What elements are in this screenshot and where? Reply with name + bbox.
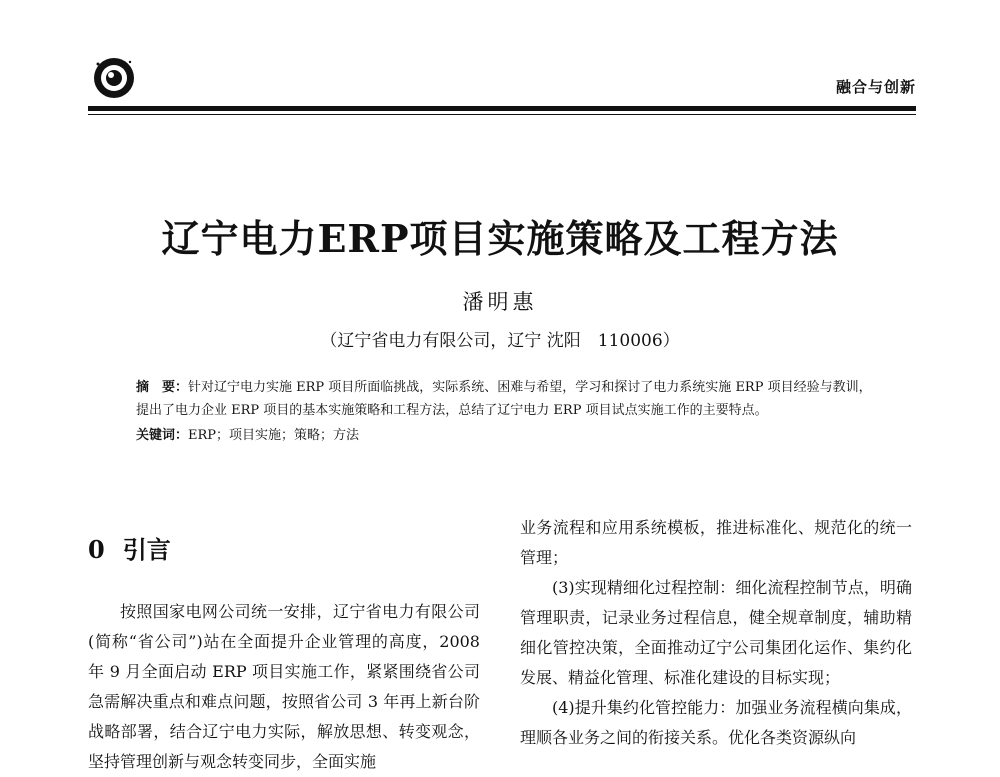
header-rule — [88, 106, 916, 111]
paragraph-continuation: 业务流程和应用系统模板，推进标准化、规范化的统一管理； — [520, 518, 912, 567]
abstract-label: 摘 要： — [136, 380, 189, 395]
journal-logo-icon — [92, 56, 136, 100]
intro-paragraph: 按照国家电网公司统一安排，辽宁省电力有限公司(简称“省公司”)站在全面提升企业管理的高度，2008 年 9 月全面启动 ERP 项目实施工作，紧紧围绕省公司急需解决重点和难点问题，按照省公司 3 年再上新台阶战略部署，结合辽宁电力实际，解放思想、转变观念，坚持管理创新与观念转变同步，全面实施 — [88, 602, 480, 771]
article-affiliation: （辽宁省电力有限公司，辽宁 沈阳 110006） — [320, 331, 680, 351]
header-rule-thin — [88, 114, 916, 115]
section-title: 引言 — [122, 535, 171, 564]
abstract-text: 针对辽宁电力实施 ERP 项目所面临挑战，实际系统、困难与希望，学习和探讨了电力系统实施 ERP 项目经验与教训，提出了电力企业 ERP 项目的基本实施策略和工程方法，总结了辽宁电力 ERP 项目试点实施工作的主要特点。 — [136, 380, 872, 418]
section-number: 0 — [88, 535, 105, 564]
keywords-text: ERP；项目实施；策略；方法 — [188, 428, 360, 443]
section-tag: 融合与创新 — [835, 78, 916, 96]
abstract — [136, 376, 876, 422]
paragraph-item-3: (3)实现精细化过程控制：细化流程控制节点，明确管理职责，记录业务过程信息，健全规章制度，辅助精细化管控决策，全面推动辽宁公司集团化运作、集约化发展、精益化管理、标准化建设的目标实现； — [520, 578, 912, 687]
article-author: 潘明惠 — [462, 290, 538, 314]
abstract-block — [136, 376, 876, 447]
paragraph-item-4: (4)提升集约化管控能力：加强业务流程横向集成，理顺各业务之间的衔接关系。优化各类资源纵向 — [520, 698, 912, 747]
left-column — [88, 597, 480, 777]
section-heading — [88, 530, 171, 565]
right-column — [520, 513, 912, 753]
article-title: 辽宁电力ERP项目实施策略及工程方法 — [161, 216, 839, 261]
keywords-label: 关键词： — [136, 428, 189, 443]
keywords — [136, 424, 876, 447]
